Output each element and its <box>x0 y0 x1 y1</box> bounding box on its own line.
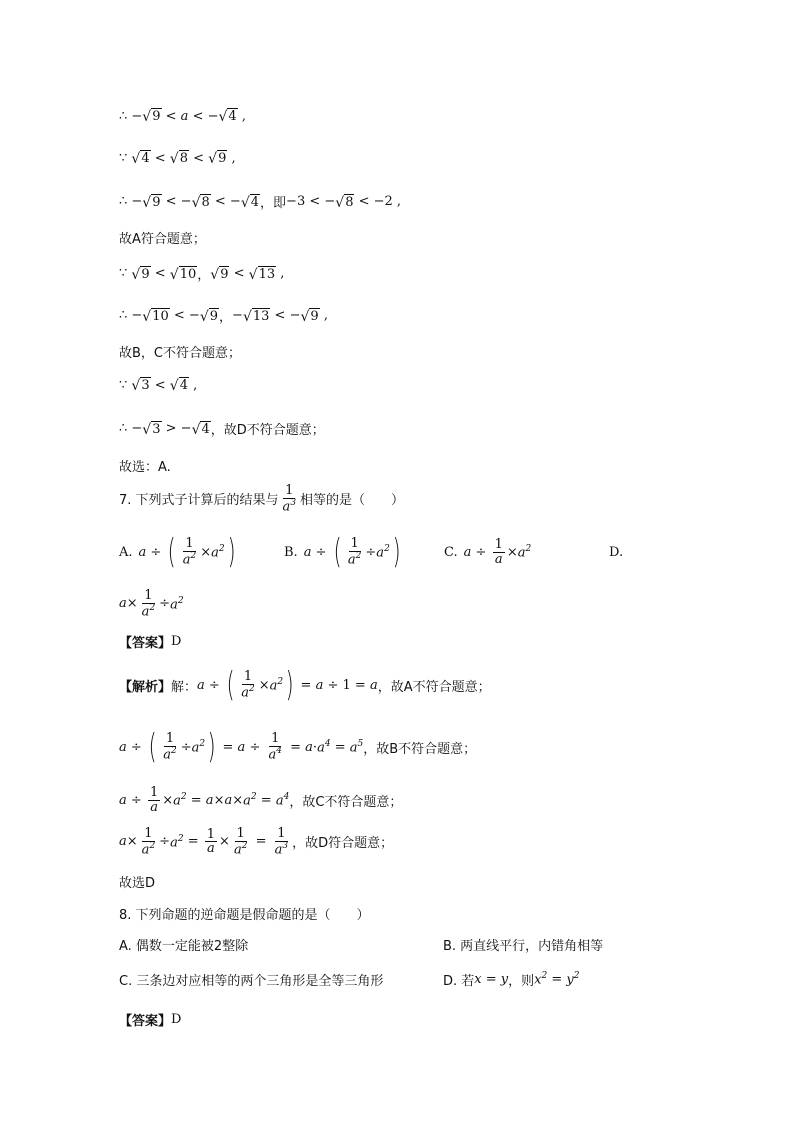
solution-line-4 <box>119 228 206 247</box>
analysis-b: a ÷ ( $\frac{1}{a^2}$ ÷ $a^2$ ) = a ÷ $\frac{1}{a^4}$ = a · $a^4$ = $a^5$ ，故B不符合题意； <box>119 727 477 767</box>
analysis-d: a × $\frac{1}{a^2}$ ÷ $a^2$ = $\frac{1}{a}$ × $\frac{1}{a^2}$ = $\frac{1}{a^3}$ ，故D符合题意； <box>119 826 394 857</box>
solution-line-1: ∴ − √ 9 < a < − √ 4 , <box>119 108 246 125</box>
solution-line-5: ∵ √ 9 < √ 10 ， √ 9 < √ 13 , <box>119 266 285 283</box>
question-8-option-a: A. 偶数一定能被2整除 <box>119 939 249 954</box>
option-c: C. a ÷ $\frac{1}{a}$ × $a^2$ <box>444 536 532 567</box>
answer-8: 【答案】 D <box>119 1012 182 1029</box>
question-8-option-d: D. 若 x = y ，则 $x^2$ = $y^2$ <box>443 971 580 989</box>
conclusion-bc: 故B，C不符合题意； <box>119 346 241 361</box>
solution-line-6: ∴ − √ 10 < − √ 9 ， − √ 13 < − √ 9 , <box>119 308 328 325</box>
conclusion-a: 故A符合题意； <box>119 232 206 247</box>
solution-line-10 <box>119 456 171 475</box>
question-7-options <box>119 532 639 572</box>
option-a: A. a ÷ ( $\frac{1}{a^2}$ × $a^2$ ) <box>119 532 236 572</box>
option-d-expression: a × $\frac{1}{a^2}$ ÷ $a^2$ <box>119 588 184 619</box>
question-7-stem: 7. 下列式子计算后的结果与 $\frac{1}{a^3}$ 相等的是（ ） <box>119 483 405 514</box>
fraction-1-over-a3: $\frac{1}{a^3}$ <box>282 483 297 514</box>
question-8-option-b: B. 两直线平行，内错角相等 <box>443 939 604 954</box>
option-d: D. <box>609 544 624 560</box>
answer-7: 【答案】 D <box>119 634 182 651</box>
solution-line-7 <box>119 342 241 361</box>
analysis-conclusion: 故选D <box>119 876 156 891</box>
final-choice: 故选：A. <box>119 460 171 475</box>
option-b: B. a ÷ ( $\frac{1}{a^2}$ ÷ $a^2$ ) <box>284 532 401 572</box>
analysis-c: a ÷ $\frac{1}{a}$ × $a^2$ = a × a × $a^2$ = $a^4$ ，故C不符合题意； <box>119 785 403 815</box>
solution-line-9: ∴ − √ 3 > − √ 4 ，故D不符合题意； <box>119 421 325 438</box>
analysis-a: 【解析】 解： a ÷ ( $\frac{1}{a^2}$ × $a^2$ ) = a ÷ 1 = a ，故A不符合题意； <box>119 665 491 705</box>
question-8-option-c: C. 三条边对应相等的两个三角形是全等三角形 <box>119 974 384 989</box>
solution-line-3: ∴ − √ 9 < − √ 8 < − √ 4 ，即 −3 < − √ 8 < −2 , <box>119 194 402 211</box>
solution-line-8: ∵ √ 3 < √ 4 , <box>119 377 198 394</box>
solution-line-2: ∵ √ 4 < √ 8 < √ 9 , <box>119 150 236 167</box>
question-8-stem: 8. 下列命题的逆命题是假命题的是（ ） <box>119 908 370 923</box>
